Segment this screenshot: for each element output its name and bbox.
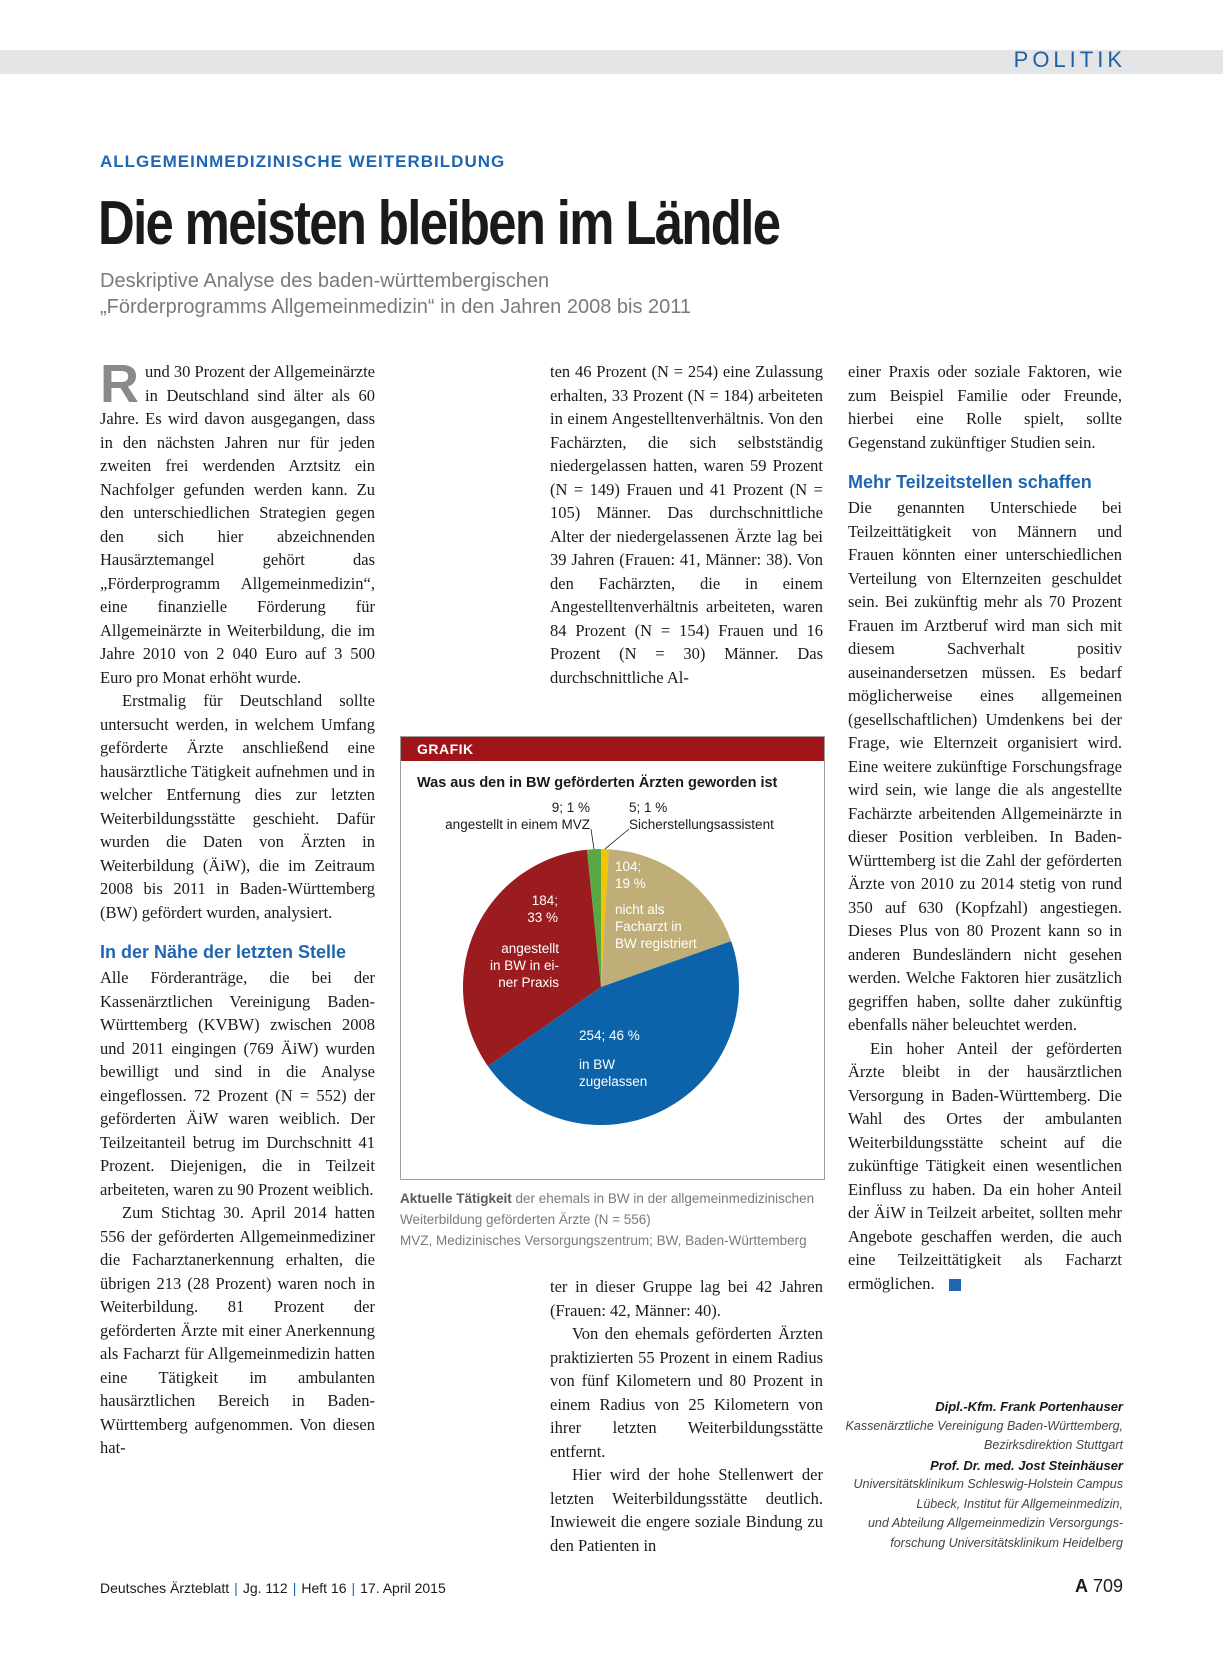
leader-line bbox=[605, 829, 629, 849]
text-column-1 bbox=[100, 354, 376, 1460]
leader-line bbox=[591, 829, 594, 849]
author-affiliation: und Abteilung Allgemeinmedizin Versorgungs- bbox=[867, 1516, 1123, 1530]
paragraph bbox=[848, 1037, 1122, 1296]
figure-header: GRAFIK bbox=[401, 737, 824, 761]
subheading: Mehr Teilzeitstellen schaffen bbox=[848, 472, 1092, 492]
author-affiliation: forschung Universitätsklinikum Heidelberg bbox=[890, 1535, 1123, 1550]
text-column-2-bottom bbox=[550, 1275, 823, 1557]
author-block bbox=[823, 1397, 1123, 1553]
drop-cap: R bbox=[100, 354, 139, 414]
text-column-3 bbox=[848, 360, 1122, 1295]
subtitle-line-1: Deskriptive Analyse des baden-württembergischen bbox=[100, 270, 550, 292]
paragraph: Alle Förderanträge, die bei der Kassenärztlichen Vereinigung Baden-Württemberg (KVBW) zwischen 2008 und 2011 eingingen (769 ÄiW) wurden bewilligt und sind in die Analyse eingeflossen. 72 Prozent (N = 552) der geförderten ÄiW waren weiblich. Der Teilzeitanteil betrug im Durchschnitt 41 Prozent. Diejenigen, die in Teilzeit arbeiteten, waren zu 90 Prozent weiblich. bbox=[100, 968, 375, 1199]
paragraph: Zum Stichtag 30. April 2014 hatten 556 der geförderten Allgemeinmediziner die Facharztanerkennung erhalten, die übrigen 213 (28 Prozent) waren noch in Weiterbildung. 81 Prozent der geförderten Ärzte mit einer Anerkennung als Facharzt für Allgemeinmedizin hatten eine Tätigkeit im ambulanten hausärztlichen Bereich in Baden-Württemberg aufgenommen. Von diesen hat- bbox=[100, 1203, 375, 1457]
slice-category-label: ner Praxis bbox=[498, 975, 559, 990]
figure-box bbox=[400, 736, 825, 1180]
page-number bbox=[1075, 1576, 1123, 1597]
slice-value-label: 5; 1 % bbox=[629, 800, 668, 815]
article-kicker: ALLGEMEINMEDIZINISCHE WEITERBILDUNG bbox=[100, 152, 506, 171]
slice-category-label: in BW bbox=[579, 1057, 616, 1072]
article-subtitle bbox=[100, 268, 691, 320]
author-affiliation: Bezirksdirektion Stuttgart bbox=[984, 1438, 1123, 1452]
author-name: Prof. Dr. med. Jost Steinhäuser bbox=[930, 1457, 1123, 1473]
paragraph: Die genannten Unterschiede bei Teilzeittätigkeit von Männern und Frauen könnten einer unterschiedlichen Verteilung von Elternzeiten geschuldet sein. Bei zukünftig mehr als 70 Prozent Frauen im Arztberuf wird man sich mit diesem Sachverhalt positiv auseinandersetzen müssen. Es bedarf möglicherweise eines allgemeinen (gesellschaftlichen) Umdenkens bei der Frage, wie Elternzeit organisiert wird. Eine weitere zukünftige Forschungsfrage wird sein, wie lange die als angestellte Fachärzte arbeitenden Allgemeinärzte in dieser Position verbleiben. In Baden-Württemberg ist die Zahl der geförderten Ärzte von 2010 zu 2014 stetig von rund 350 auf 630 (Kopfzahl) angestiegen. Dieses Plus von 80 Prozent kann so in anderen Bundesländern nicht gesehen werden. Welche Faktoren hier zusätzlich gegriffen haben, sollte daher zukünftig ebenfalls näher beleuchtet werden. bbox=[848, 498, 1122, 1034]
author-affiliation: Kassenärztliche Vereinigung Baden-Württemberg, bbox=[845, 1418, 1123, 1433]
caption-bold: Aktuelle Tätigkeit bbox=[400, 1191, 512, 1206]
page-prefix: A bbox=[1074, 1576, 1088, 1596]
caption-line-2: MVZ, Medizinisches Versorgungszentrum; BW, Baden-Württemberg bbox=[400, 1233, 807, 1248]
page-footer bbox=[100, 1580, 446, 1596]
caption-line-1 bbox=[400, 1188, 823, 1230]
subheading: In der Nähe der letzten Stelle bbox=[100, 942, 347, 962]
slice-category-label: angestellt in einem MVZ bbox=[445, 817, 590, 832]
author-affiliation: Universitätsklinikum Schleswig-Holstein Campus bbox=[853, 1477, 1123, 1491]
journal-date: 17. April 2015 bbox=[360, 1580, 446, 1596]
slice-category-label: in BW in ei- bbox=[489, 958, 559, 973]
paragraph: Von den ehemals geförderten Ärzten praktizierten 55 Prozent in einem Radius von fünf Kilometern und 80 Prozent in einem Radius von 25 Kilometern von ihrer letzten Weiterbildungsstätte entfernt. bbox=[550, 1324, 823, 1461]
end-mark-icon bbox=[949, 1279, 961, 1291]
chart-title: Was aus den in BW geförderten Ärzten geworden ist bbox=[417, 775, 778, 791]
article-title: Die meisten bleiben im Ländle bbox=[98, 189, 780, 258]
journal-name: Deutsches Ärzteblatt bbox=[100, 1580, 230, 1596]
author-1 bbox=[823, 1397, 1123, 1456]
paragraph: Hier wird der hohe Stellenwert der letzten Weiterbildungsstätte deutlich. Inwieweit die engere soziale Bindung zu den Patienten in bbox=[550, 1465, 823, 1555]
footer-separator: | bbox=[292, 1580, 297, 1596]
paragraph: Erstmalig für Deutschland sollte untersucht werden, in welchem Umfang geförderte Ärzte anschließend eine hausärztliche Tätigkeit aufnehmen und in welcher Entfernung dies zur letzten Weiterbildungsstätte geschieht. Dafür wurden die Daten von Ärzten in Weiterbildung (ÄiW), die im Zeitraum 2008 bis 2011 in Baden-Württemberg (BW) gefördert wurden, analysiert. bbox=[100, 691, 375, 922]
slice-category-label: Facharzt in bbox=[615, 919, 682, 934]
paragraph bbox=[100, 354, 376, 689]
author-name: Dipl.-Kfm. Frank Portenhauser bbox=[935, 1399, 1123, 1414]
slice-category-label: BW registriert bbox=[615, 936, 697, 951]
slice-value-label: 184; bbox=[531, 893, 558, 908]
paragraph: ter in dieser Gruppe lag bei 42 Jahren (Frauen: 42, Männer: 40). bbox=[550, 1277, 823, 1320]
slice-value-label: 33 % bbox=[527, 910, 558, 925]
journal-issue: Heft 16 bbox=[301, 1580, 347, 1596]
paragraph: einer Praxis oder soziale Faktoren, wie zum Beispiel Familie oder Freunde, hierbei eine Rolle spielt, sollte Gegenstand zukünftiger Studien sein. bbox=[848, 362, 1122, 452]
footer-separator: | bbox=[234, 1580, 238, 1596]
subtitle-line-2: „Förderprogramms Allgemeinmedizin“ in den Jahren 2008 bis 2011 bbox=[100, 296, 692, 318]
paragraph: ten 46 Prozent (N = 254) eine Zulassung erhalten, 33 Prozent (N = 184) arbeiteten in einem Angestelltenverhältnis. Von den Fachärzten, die sich selbstständig niedergelassen hatten, waren 59 Prozent (N = 149) Frauen und 41 Prozent (N = 105) Männer. Das durchschnittliche Alter der niedergelassenen Ärzte lag bei 39 Jahren (Frauen: 41, Männer: 38). Von den Fachärzten, die in einem Angestelltenverhältnis arbeiteten, waren 84 Prozent (N = 154) Frauen und 16 Prozent (N = 30) Männer. Das durchschnittliche Al- bbox=[550, 362, 823, 687]
slice-category-label: nicht als bbox=[615, 902, 665, 917]
slice-value-label: 9; 1 % bbox=[551, 800, 590, 815]
paragraph-text: und 30 Prozent der Allgemeinärzte in Deutschland sind älter als 60 Jahre. Es wird davon ausgegangen, dass in den nächsten Jahren nur für jeden zweiten frei werdenden Arztsitz ein Nachfolger gefunden werden kann. Zu den unterschiedlichen Strategien gegen den sich hier abzeichnenden Hausärztemangel gehört das „Förderprogramm Allgemeinmedizin“, eine finanzielle Förderung für Allgemeinärzte in Weiterbildung, die im Jahre 2010 von 2 040 Euro auf 3 500 Euro pro Monat erhöht wurde. bbox=[100, 362, 376, 687]
paragraph-text: Ein hoher Anteil der geförderten Ärzte bleibt in der hausärztlichen Versorgung in Baden-Württemberg. Die Wahl des Ortes der ambulanten Weiterbildungsstätte scheint auf die zukünftige Tätigkeit einen wesentlichen Einfluss zu haben. Da ein hoher Anteil der ÄiW in Teilzeit arbeitet, sollten mehr Angebote geschaffen werden, die auch eine Teilzeittätigkeit als Facharzt ermöglichen. bbox=[848, 1038, 1122, 1293]
section-label: POLITIK bbox=[1013, 47, 1126, 72]
slice-value-label: 104; bbox=[615, 859, 642, 874]
slice-value-label: 19 % bbox=[615, 876, 646, 891]
page-number-value: 709 bbox=[1092, 1576, 1123, 1596]
author-2 bbox=[823, 1456, 1123, 1554]
pie-chart bbox=[401, 737, 824, 1179]
figure-caption bbox=[400, 1188, 823, 1251]
caption-text: der ehemals in BW in der allgemeinmedizinischen Weiterbildung geförderten Ärzte (N = 556) bbox=[400, 1191, 815, 1227]
text-column-2-top bbox=[550, 360, 823, 689]
slice-category-label: Sicherstellungsassistent bbox=[629, 817, 774, 832]
slice-value-label: 254; 46 % bbox=[579, 1028, 640, 1043]
journal-volume: Jg. 112 bbox=[242, 1580, 288, 1596]
slice-category-label: angestellt bbox=[501, 941, 559, 956]
author-affiliation: Lübeck, Institut für Allgemeinmedizin, bbox=[916, 1496, 1123, 1511]
footer-separator: | bbox=[351, 1580, 356, 1596]
slice-category-label: zugelassen bbox=[579, 1074, 648, 1089]
